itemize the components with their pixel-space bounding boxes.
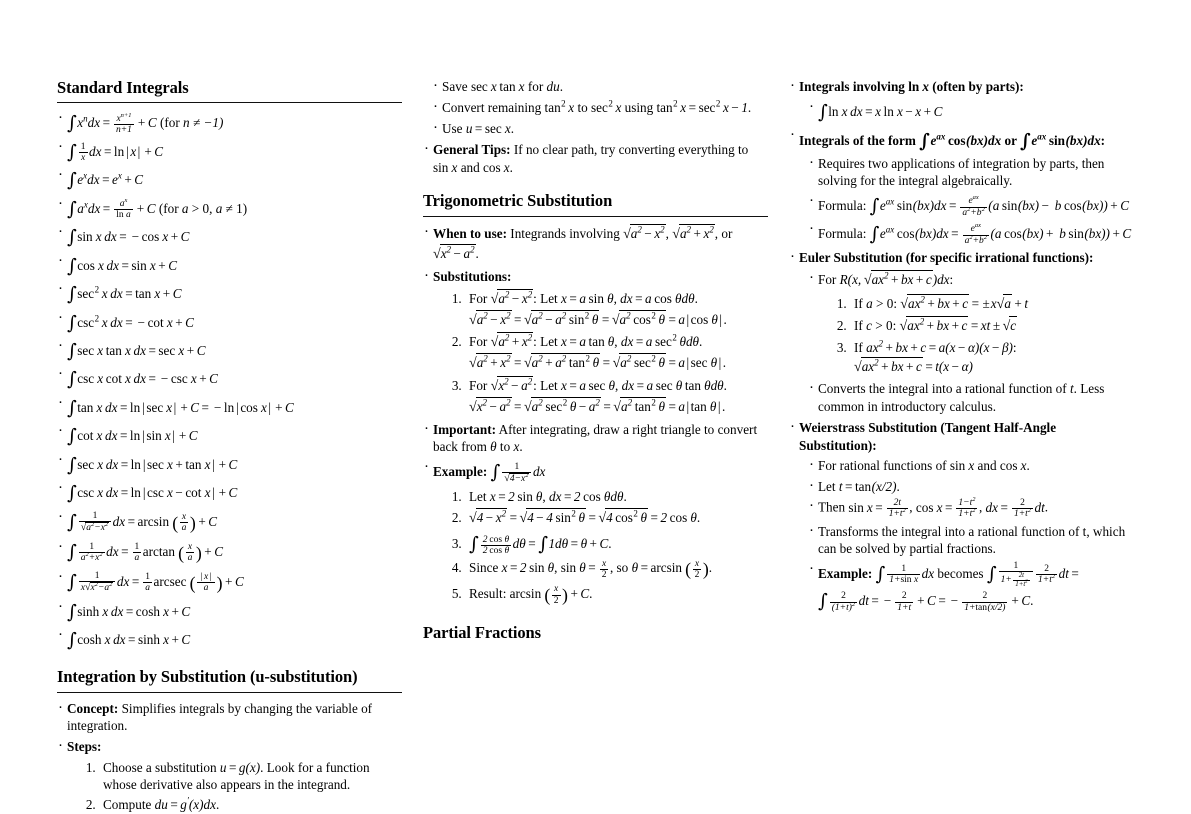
list-item: · $\int\sec^2$ x dx = tan x + C — [57, 281, 402, 306]
section-standard-integrals — [57, 78, 402, 652]
u-substitution-list — [57, 700, 402, 814]
list-item-euler-substitution — [789, 249, 1134, 415]
list-item-ln-integrals — [789, 78, 1134, 123]
heading-partial-fractions: Partial Fractions — [423, 622, 541, 642]
heading-rule — [57, 692, 402, 693]
three-column-layout — [57, 78, 1140, 813]
weierstrass-sublist — [808, 457, 1134, 613]
list-item-weierstrass-example: · Example: ∫ $\frac{1}{\text{1+sin x}}$ dx becomes ∫ 1 1+ $\frac{2t}{1+t^2}$ $\frac{2}{1+t^2}$ dt = ∫ $\frac{2}{(1+t)^2}$ dt = − $\frac{2}{1+t}$ + C = − $\frac{2}{1+\tan(x/2)}$ + C. — [808, 561, 1134, 613]
euler-substitution-label: Euler Substitution (for specific irrational functions): — [799, 250, 1094, 266]
list-item: 1. For $√a^2 - x^2$: Let x = a sin θ, dx = a cos θdθ. $√a^2 - x^2 = √a^2 - a^2$ $\sin^2 \theta = √a^2$ $\cos^2 \theta = a$ | cos θ | . — [465, 289, 768, 330]
heading-rule — [57, 102, 402, 103]
formula-label: Formula: — [818, 198, 867, 214]
general-tips-list — [423, 141, 768, 176]
example-label: Example: — [433, 464, 488, 480]
euler-sublist — [808, 270, 1134, 416]
exp-trig-form-sublist — [808, 155, 1134, 246]
section-u-substitution — [57, 667, 402, 814]
section-continued-tips — [423, 78, 768, 176]
u-substitution-steps — [67, 759, 402, 814]
list-item: · Converts the integral into a rational function of t. Less common in introductory calculus. — [808, 380, 1134, 415]
list-item: · ∫ln x dx = x ln x − x + C — [808, 99, 1134, 124]
section-trig-substitution — [423, 191, 768, 608]
list-item-important: · Important: After integrating, draw a right triangle to convert back from θ to x. — [423, 421, 768, 456]
list-item: 4. Since x = 2 sin θ, sin θ = $\frac{x}{2}$ , so θ = arcsin ( $\frac{x}{2}$ ). — [465, 558, 768, 582]
section-partial-fractions — [423, 623, 768, 642]
list-item: · ∫ $\frac{1}{√a^2-x^2}$ dx = arcsin ( $\frac{x}{a}$ ) + C — [57, 509, 402, 536]
list-item-weierstrass — [789, 419, 1134, 613]
continued-list — [432, 78, 768, 138]
list-item-exp-trig-form — [789, 127, 1134, 246]
list-item: · ∫ $\frac{1}{x}$ dx = ln | x | + C — [57, 139, 402, 164]
list-item-general-tips: · General Tips: If no clear path, try converting everything to sin x and cos x. — [423, 141, 768, 176]
list-item: 2. If c > 0: $√ax^2$ + bx + c = xt ± √c — [850, 316, 1134, 337]
example-steps — [433, 488, 768, 608]
list-item: 2. $√4 - x^2 = √4 - 4$ $\sin^2 \theta = √4$ $\cos^2 \theta = 2$ cos θ. — [465, 508, 768, 529]
list-item-example — [423, 459, 768, 607]
list-item: 5. Result: arcsin ( $\frac{x}{2}$ ) + C. — [465, 584, 768, 608]
example-expression: ∫ $\frac{1}{√4-x^2}$ dx — [490, 461, 546, 484]
when-to-use-label: When to use: — [433, 225, 507, 241]
list-item-steps — [57, 738, 402, 814]
list-item: · ∫csc x dx = ln | csc x − cot x | + C — [57, 480, 402, 505]
standard-integrals-list — [57, 110, 402, 652]
list-item: · $\int e^xdx = e^x + C$ — [57, 167, 402, 192]
heading-u-substitution: Integration by Substitution (u-substitution) — [57, 667, 358, 687]
heading-rule — [423, 216, 768, 217]
heading-trig-substitution: Trigonometric Substitution — [423, 191, 613, 211]
heading-standard-integrals: Standard Integrals — [57, 78, 189, 97]
list-item: 3. If $ax^2$ + bx + c = a(x − α)(x − β): $√ax^2$ + bx + c = t(x − α) — [850, 339, 1134, 377]
list-item: · Save sec x tan x for du. — [432, 78, 768, 96]
concept-text: Simplifies integrals by changing the variable of integration. — [67, 700, 373, 734]
formula-label: Formula: — [818, 225, 867, 241]
column-right — [789, 78, 1134, 626]
list-item: · ∫cot x dx = ln | sin x | + C — [57, 423, 402, 448]
list-item: 3. For $√x^2 - a^2$: Let x = a sec θ, dx = a sec θ tan θdθ. $√x^2 - a^2 = √a^2$ $\sec^2 \theta - a^2 = √a^2$ $\tan^2 \theta = a$ | tan θ | . — [465, 376, 768, 417]
list-item: · $\int\csc^2$ x dx = − cot x + C — [57, 310, 402, 335]
list-item: · For rational functions of sin x and cos x. — [808, 457, 1134, 475]
general-tips-label: General Tips: — [433, 142, 511, 158]
list-item: · Let t = tan(x/2). — [808, 478, 1134, 496]
list-item: · Convert remaining $\tan^2 x$ to $\sec^2 x$ using $\tan^2 x = \sec^2 x - 1$. — [432, 99, 768, 117]
concept-label: Concept: — [67, 700, 119, 716]
list-item: · Formula: $\int e^{ax}$ cos(bx)dx = $\frac{e^{ax}}{a^2+b^2}$ (a cos(bx) + b sin(bx)) + C — [808, 221, 1134, 246]
weierstrass-label: Weierstrass Substitution (Tangent Half-Angle Substitution): — [799, 420, 1057, 453]
list-item: · $\int a^xdx$ = $\frac{a^x}{\text{ln a}}$ + C (for a > 0, a ≠ 1) — [57, 196, 402, 221]
list-item-concept — [57, 700, 402, 735]
list-item: · ∫sec x tan x dx = sec x + C — [57, 338, 402, 363]
list-item: · ∫cos x dx = sin x + C — [57, 253, 402, 278]
column-middle — [423, 78, 768, 642]
trig-substitution-list — [423, 224, 768, 608]
column-left — [57, 78, 402, 813]
list-item: 3. ∫ $\frac{\text{2 cos θ}}{\text{2 cos θ}}$ dθ = ∫1dθ = θ + C. — [465, 530, 768, 556]
exp-trig-form-label: Integrals of the form $\int e^{ax}$ cos(bx)dx or $\int e^{ax}$ sin(bx)dx: — [799, 129, 1106, 152]
list-item: · ∫sinh x dx = cosh x + C — [57, 599, 402, 624]
substitutions-label: Substitutions: — [433, 269, 512, 285]
euler-cases — [818, 294, 1134, 378]
list-item: · ∫csc x cot x dx = − csc x + C — [57, 366, 402, 391]
list-item: 2. Compute du = g′(x)dx. — [99, 796, 402, 814]
ln-integrals-label: Integrals involving ln x (often by parts): — [799, 79, 1024, 94]
list-item: · $\int x^ndx$ = $\frac{x^{n+1}}{n+1}$ + C (for n ≠ −1) — [57, 110, 402, 135]
list-item: · ∫ $\frac{1}{a^2+x^2}$ dx = $\frac{1}{a}$ arctan ( $\frac{x}{a}$ ) + C — [57, 539, 402, 566]
list-item-euler-for: · For R(x, $√ax^2$ + bx + c)dx: 1. If a > 0: $√ax^2$ + bx + c = ±x√a + t 2. If c > 0: $√ax^2$ + bx + c = xt ± √c 3. If $ax^2$ + bx + c = a(x − α)(x − β): $√ax^2$ + bx + c = t(x − α) — [808, 270, 1134, 377]
list-item: · Then sin x = $\frac{2t}{1+t^2}$ , cos x = $\frac{1-t^2}{1+t^2}$ , dx = $\frac{2}{1+t^2}$ dt. — [808, 498, 1134, 520]
list-item: · Formula: $\int e^{ax}$ sin(bx)dx = $\frac{e^{ax}}{a^2+b^2}$ (a sin(bx) − b cos(bx)) + C — [808, 193, 1134, 218]
list-item-when-to-use: · When to use: Integrands involving $√a^2 - x^2$, $√a^2 + x^2$, or $√x^2 - a^2$. — [423, 224, 768, 265]
list-item-substitutions — [423, 268, 768, 417]
list-item: 1. Let x = 2 sin θ, dx = 2 cos θdθ. — [465, 488, 768, 506]
ln-integrals-sublist — [808, 99, 1134, 124]
list-item: · Transforms the integral into a rational function of t, which can be solved by partial fractions. — [808, 523, 1134, 558]
list-item: 1. If a > 0: $√ax^2$ + bx + c = ±x√a + t — [850, 294, 1134, 315]
list-item: · ∫tan x dx = ln | sec x | + C = − ln | cos x | + C — [57, 395, 402, 420]
list-item: · Use u = sec x. — [432, 120, 768, 138]
right-column-list — [789, 78, 1134, 613]
list-item: · Requires two applications of integration by parts, then solving for the integral algebraically. — [808, 155, 1134, 190]
list-item: · ∫sec x dx = ln | sec x + tan x | + C — [57, 452, 402, 477]
list-item: 2. For $√a^2 + x^2$: Let x = a tan θ, dx = a $\sec^2 \theta d\theta$. $√a^2 + x^2 = √a^2 + a^2$ $\tan^2 \theta = √a^2$ $\sec^2 \theta = a$ | sec θ | . — [465, 332, 768, 373]
weierstrass-example-label: Example: — [818, 565, 873, 581]
list-item: · ∫ $\frac{1}{x√x^2-a^2}$ dx = $\frac{1}{a}$ arcsec ( $\frac{| x |}{a}$ ) + C — [57, 569, 402, 596]
list-item: · ∫sin x dx = − cos x + C — [57, 224, 402, 249]
important-label: Important: — [433, 421, 497, 437]
substitutions-steps — [433, 289, 768, 417]
steps-label: Steps: — [67, 739, 102, 755]
list-item: · ∫cosh x dx = sinh x + C — [57, 627, 402, 652]
list-item: 1. Choose a substitution u = g(x). Look for a function whose derivative also appears in the integrand. — [99, 759, 402, 794]
